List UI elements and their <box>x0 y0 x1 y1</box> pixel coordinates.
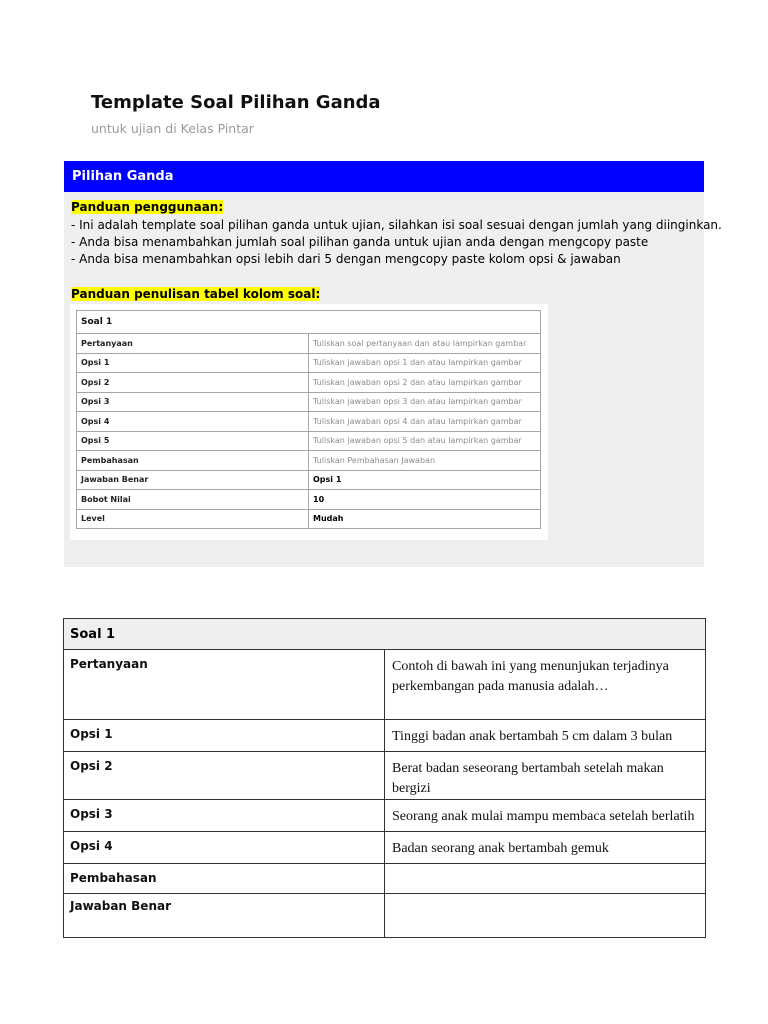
usage-guide-title: Panduan penggunaan: <box>71 200 224 214</box>
question-row-label: Jawaban Benar <box>64 894 385 938</box>
usage-guide-list <box>71 217 722 268</box>
document-title: Template Soal Pilihan Ganda <box>91 92 381 113</box>
guide-panel <box>64 161 722 567</box>
example-table-row: Opsi 3 Tuliskan jawaban opsi 3 dan atau lampirkan gambar <box>77 392 541 412</box>
table-guide-title: Panduan penulisan tabel kolom soal: <box>71 287 321 301</box>
question-row-label: Opsi 4 <box>64 832 385 864</box>
question-row-label: Pembahasan <box>64 864 385 894</box>
question-row-value[interactable]: Seorang anak mulai mampu membaca setelah berlatih <box>385 800 706 832</box>
example-table-row: Bobot Nilai 10 <box>77 490 541 510</box>
question-row-opsi-1 <box>64 720 706 752</box>
question-table-header: Soal 1 <box>64 619 706 650</box>
question-row-pembahasan <box>64 864 706 894</box>
example-table-row: Pembahasan Tuliskan Pembahasan Jawaban <box>77 451 541 471</box>
question-row-opsi-2 <box>64 752 706 800</box>
example-table-header: Soal 1 <box>77 311 541 334</box>
usage-guide-line: - Anda bisa menambahkan jumlah soal pilihan ganda untuk ujian anda dengan mengcopy paste <box>71 235 649 249</box>
question-row-value[interactable]: Berat badan seseorang bertambah setelah makan bergizi <box>385 752 706 800</box>
question-row-label: Opsi 1 <box>64 720 385 752</box>
question-row-opsi-4 <box>64 832 706 864</box>
usage-guide-line: - Anda bisa menambahkan opsi lebih dari 5 dengan mengcopy paste kolom opsi & jawaban <box>71 252 621 266</box>
example-table <box>76 310 541 529</box>
question-row-opsi-3 <box>64 800 706 832</box>
question-row-value[interactable]: Contoh di bawah ini yang menunjukan terjadinya perkembangan pada manusia adalah… <box>385 650 706 720</box>
guide-header: Pilihan Ganda <box>64 161 704 192</box>
question-row-label: Opsi 3 <box>64 800 385 832</box>
question-row-value[interactable] <box>385 864 706 894</box>
question-row-label: Pertanyaan <box>64 650 385 720</box>
example-table-row: Pertanyaan Tuliskan soal pertanyaan dan atau lampirkan gambar <box>77 334 541 354</box>
document-subtitle: untuk ujian di Kelas Pintar <box>91 121 254 136</box>
question-row-label: Opsi 2 <box>64 752 385 800</box>
example-table-row: Opsi 2 Tuliskan jawaban opsi 2 dan atau lampirkan gambar <box>77 373 541 393</box>
question-table <box>63 618 706 938</box>
question-row-pertanyaan <box>64 650 706 720</box>
example-table-row: Jawaban Benar Opsi 1 <box>77 470 541 490</box>
example-table-image <box>70 304 548 540</box>
usage-guide-line: - Ini adalah template soal pilihan ganda untuk ujian, silahkan isi soal sesuai dengan jumlah yang diinginkan. <box>71 218 722 232</box>
question-row-jawaban-benar <box>64 894 706 938</box>
question-row-value[interactable] <box>385 894 706 938</box>
example-table-row: Level Mudah <box>77 509 541 529</box>
example-table-row: Opsi 5 Tuliskan jawaban opsi 5 dan atau lampirkan gambar <box>77 431 541 451</box>
question-row-value[interactable]: Tinggi badan anak bertambah 5 cm dalam 3 bulan <box>385 720 706 752</box>
question-row-value[interactable]: Badan seorang anak bertambah gemuk <box>385 832 706 864</box>
example-table-row: Opsi 4 Tuliskan jawaban opsi 4 dan atau lampirkan gambar <box>77 412 541 432</box>
example-table-row: Opsi 1 Tuliskan jawaban opsi 1 dan atau lampirkan gambar <box>77 353 541 373</box>
